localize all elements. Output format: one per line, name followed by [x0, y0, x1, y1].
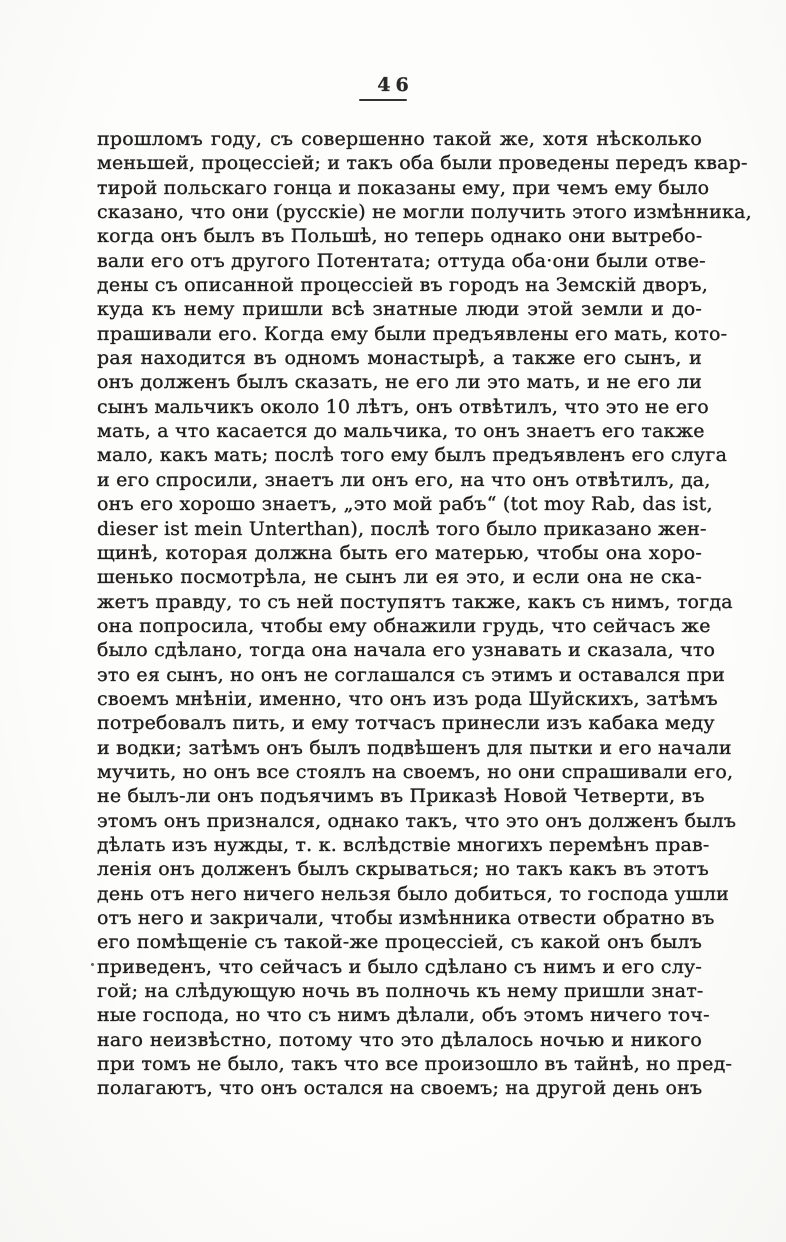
- text-line: меньшей, процессіей; и такъ оба были проведены передъ квар-: [97, 152, 748, 175]
- text-line: прашивали его. Когда ему были предъявлены его мать, кото-: [97, 322, 728, 345]
- text-line: и водки; затѣмъ онъ былъ подвѣшенъ для пытки и его начали: [97, 736, 732, 759]
- text-line: гой; на слѣдующую ночь въ полночь къ нему пришли знат-: [97, 980, 704, 1003]
- text-line: ленія онъ долженъ былъ скрываться; но такъ какъ въ этотъ: [97, 858, 709, 881]
- text-line: это ея сынъ, но онъ не соглашался съ этимъ и оставался при: [97, 663, 725, 686]
- text-line: день отъ него ничего нельзя было добиться, то господа ушли: [97, 882, 729, 905]
- text-line: этомъ онъ признался, однако такъ, что это онъ долженъ былъ: [97, 809, 737, 832]
- text-line: щинѣ, которая должна быть его матерью, чтобы она хоро-: [97, 541, 702, 564]
- page-header: [0, 74, 786, 101]
- text-line: мучить, но онъ все стоялъ на своемъ, но они спрашивали его,: [97, 760, 734, 783]
- text-line: ные господа, но что съ нимъ дѣлали, объ этомъ ничего точ-: [97, 1004, 710, 1027]
- text-line: прошломъ году, съ совершенно такой же, хотя нѣсколько: [97, 128, 702, 150]
- text-line: онъ долженъ былъ сказать, не его ли это мать, и не его ли: [97, 371, 702, 394]
- text-line: дены съ описанной процессіей въ городъ на Земскій дворъ,: [97, 274, 708, 297]
- text-line: когда онъ былъ въ Польшѣ, но теперь однако они вытребо-: [97, 225, 703, 248]
- text-line: своемъ мнѣніи, именно, что онъ изъ рода Шуйскихъ, затѣмъ: [97, 687, 718, 710]
- text-line: наго неизвѣстно, потому что это дѣлалось ночью и никого: [97, 1028, 702, 1051]
- text-line: полагаютъ, что онъ остался на своемъ; на другой день онъ: [97, 1077, 703, 1100]
- text-line: и его спросили, знаетъ ли онъ его, на что онъ отвѣтилъ, да,: [97, 468, 711, 491]
- page-number-rule: [359, 99, 407, 101]
- text-line: дѣлать изъ нужды, т. к. вслѣдствіе многихъ перемѣнъ прав-: [97, 833, 710, 856]
- text-line: мало, какъ мать; послѣ того ему былъ предъявленъ его слуга: [97, 444, 728, 467]
- text-line: вали его отъ другого Потентата; оттуда оба·они были отве-: [97, 249, 706, 272]
- text-line: сказано, что они (русскіе) не могли получить этого измѣнника,: [97, 201, 752, 224]
- text-line: мать, а что касается до мальчика, то онъ знаетъ его также: [97, 420, 705, 443]
- text-line: тирой польскаго гонца и показаны ему, при чемъ ему было: [97, 176, 710, 199]
- text-line: было сдѣлано, тогда она начала его узнавать и сказала, что: [97, 639, 716, 662]
- text-line: онъ его хорошо знаетъ, „это мой рабъ“ (tot moy Rab, das ist,: [97, 493, 713, 516]
- text-line: dieser ist mein Unterthan), послѣ того было приказано жен-: [97, 517, 707, 540]
- text-line: шенько посмотрѣла, не сынъ ли ея это, и если она не ска-: [97, 566, 702, 589]
- page-number: 46: [377, 74, 414, 96]
- text-line: жетъ правду, то съ ней поступятъ также, какъ съ нимъ, тогда: [97, 590, 733, 613]
- text-line: куда къ нему пришли всѣ знатные люди этой земли и до-: [97, 298, 702, 321]
- text-line: рая находится въ одномъ монастырѣ, а также его сынъ, и: [97, 347, 702, 370]
- body-text: [97, 127, 752, 1101]
- text-line: его помѣщеніе съ такой-же процессіей, съ какой онъ былъ: [97, 931, 702, 954]
- text-line: отъ него и закричали, чтобы измѣнника отвести обратно въ: [97, 907, 715, 929]
- ink-speck: [91, 963, 94, 966]
- text-line: приведенъ, что сейчасъ и было сдѣлано съ нимъ и его слу-: [97, 955, 703, 978]
- text-line: сынъ мальчикъ около 10 лѣтъ, онъ отвѣтилъ, что это не его: [97, 395, 709, 418]
- text-line: она попросила, чтобы ему обнажили грудь, что сейчасъ же: [97, 614, 711, 637]
- text-line: потребовалъ пить, и ему тотчасъ принесли изъ кабака меду: [97, 712, 715, 735]
- text-line: не былъ-ли онъ подъячимъ въ Приказѣ Новой Четверти, въ: [97, 785, 705, 808]
- text-line: при томъ не было, такъ что все произошло въ тайнѣ, но пред-: [97, 1053, 733, 1076]
